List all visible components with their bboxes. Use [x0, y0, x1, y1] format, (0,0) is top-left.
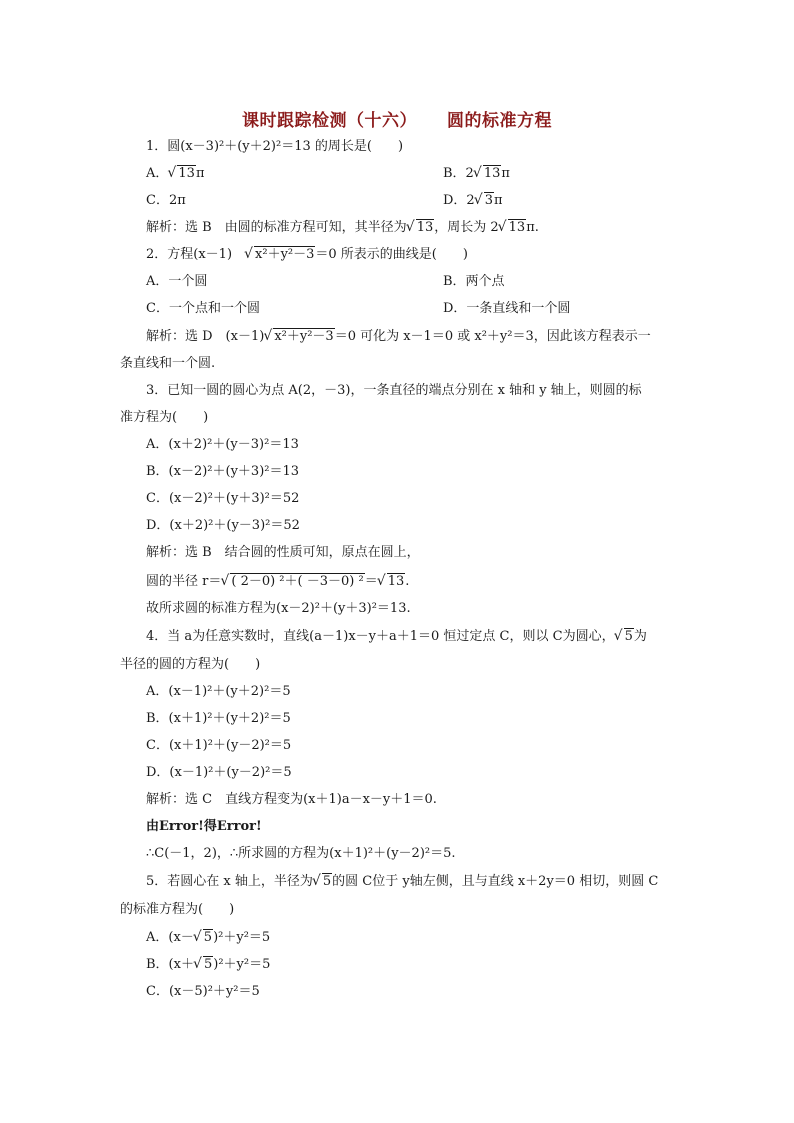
- q5-option-c: C．(x－5)²＋y²＝5: [146, 984, 260, 999]
- q1-solution: 解析：选 B 由圆的标准方程可知，其半径为√ 13，周长为 2√ 13π.: [146, 219, 539, 237]
- q5-stem-line2: 的标准方程为( ): [120, 902, 235, 917]
- page-title: [0, 106, 794, 131]
- q3-solution-line3: 故所求圆的标准方程为(x－2)²＋(y＋3)²＝13.: [146, 601, 411, 616]
- q4-option-a: A．(x－1)²＋(y＋2)²＝5: [146, 684, 291, 699]
- q1-option-a: A．√ 13π: [146, 165, 204, 183]
- q3-stem-line1: 3．已知一圆的圆心为点 A(2，－3)，一条直径的端点分别在 x 轴和 y 轴上，则圆的标: [146, 383, 642, 398]
- q4-solution-line3: ∴C(－1，2)，∴所求圆的方程为(x＋1)²＋(y－2)²＝5.: [146, 846, 456, 861]
- q2-option-b: B．两个点: [443, 274, 505, 289]
- q3-option-b: B．(x－2)²＋(y＋3)²＝13: [146, 464, 300, 479]
- q4-option-c: C．(x＋1)²＋(y－2)²＝5: [146, 738, 292, 753]
- q1-option-c: C．2π: [146, 193, 186, 208]
- q2-option-d: D．一条直线和一个圆: [443, 301, 571, 316]
- q5-stem-line1: 5．若圆心在 x 轴上，半径为√ 5的圆 C位于 y轴左侧，且与直线 x＋2y＝0 相切，则圆 C: [146, 873, 658, 891]
- q4-option-b: B．(x＋1)²＋(y＋2)²＝5: [146, 711, 291, 726]
- q4-stem-line1: 4．当 a为任意实数时，直线(a－1)x－y＋a＋1＝0 恒过定点 C，则以 C为圆心，√ 5为: [146, 628, 647, 646]
- title-left: 课时跟踪检测（十六）: [242, 111, 417, 131]
- q3-stem-line2: 准方程为( ): [120, 410, 209, 425]
- q4-option-d: D．(x－1)²＋(y－2)²＝5: [146, 765, 292, 780]
- q2-solution: 解析：选 D (x－1)√ x²＋y²－3＝0 可化为 x－1＝0 或 x²＋y²＝3，因此该方程表示一: [146, 328, 651, 346]
- q2-solution-line2: 条直线和一个圆.: [120, 356, 216, 371]
- q4-solution-line2: 由Error!得Error!: [146, 819, 262, 834]
- q4-stem-line2: 半径的圆的方程为( ): [120, 657, 261, 672]
- q2-option-a: A．一个圆: [146, 274, 208, 289]
- q4-solution-line1: 解析：选 C 直线方程变为(x＋1)a－x－y＋1＝0.: [146, 792, 437, 807]
- q1-option-d: D．2√ 3π: [443, 192, 503, 210]
- q5-option-b: B．(x＋√ 5)²＋y²＝5: [146, 956, 270, 974]
- title-right: 圆的标准方程: [447, 111, 552, 131]
- q3-solution-line2: 圆的半径 r＝√ ( 2－0) ²＋( －3－0) ²＝√ 13.: [146, 573, 409, 591]
- q2-stem: 2．方程(x－1) √ x²＋y²－3＝0 所表示的曲线是( ): [146, 246, 468, 264]
- q2-option-c: C．一个点和一个圆: [146, 301, 260, 316]
- q3-solution-line1: 解析：选 B 结合圆的性质可知，原点在圆上，: [146, 545, 420, 560]
- q3-option-a: A．(x＋2)²＋(y－3)²＝13: [146, 437, 299, 452]
- q1-option-b: B．2√ 13π: [443, 165, 510, 183]
- q3-option-d: D．(x＋2)²＋(y－3)²＝52: [146, 518, 300, 533]
- q1-stem: 1．圆(x－3)²＋(y＋2)²＝13 的周长是( ): [146, 139, 404, 154]
- q5-option-a: A．(x－√ 5)²＋y²＝5: [146, 929, 270, 947]
- q3-option-c: C．(x－2)²＋(y＋3)²＝52: [146, 491, 300, 506]
